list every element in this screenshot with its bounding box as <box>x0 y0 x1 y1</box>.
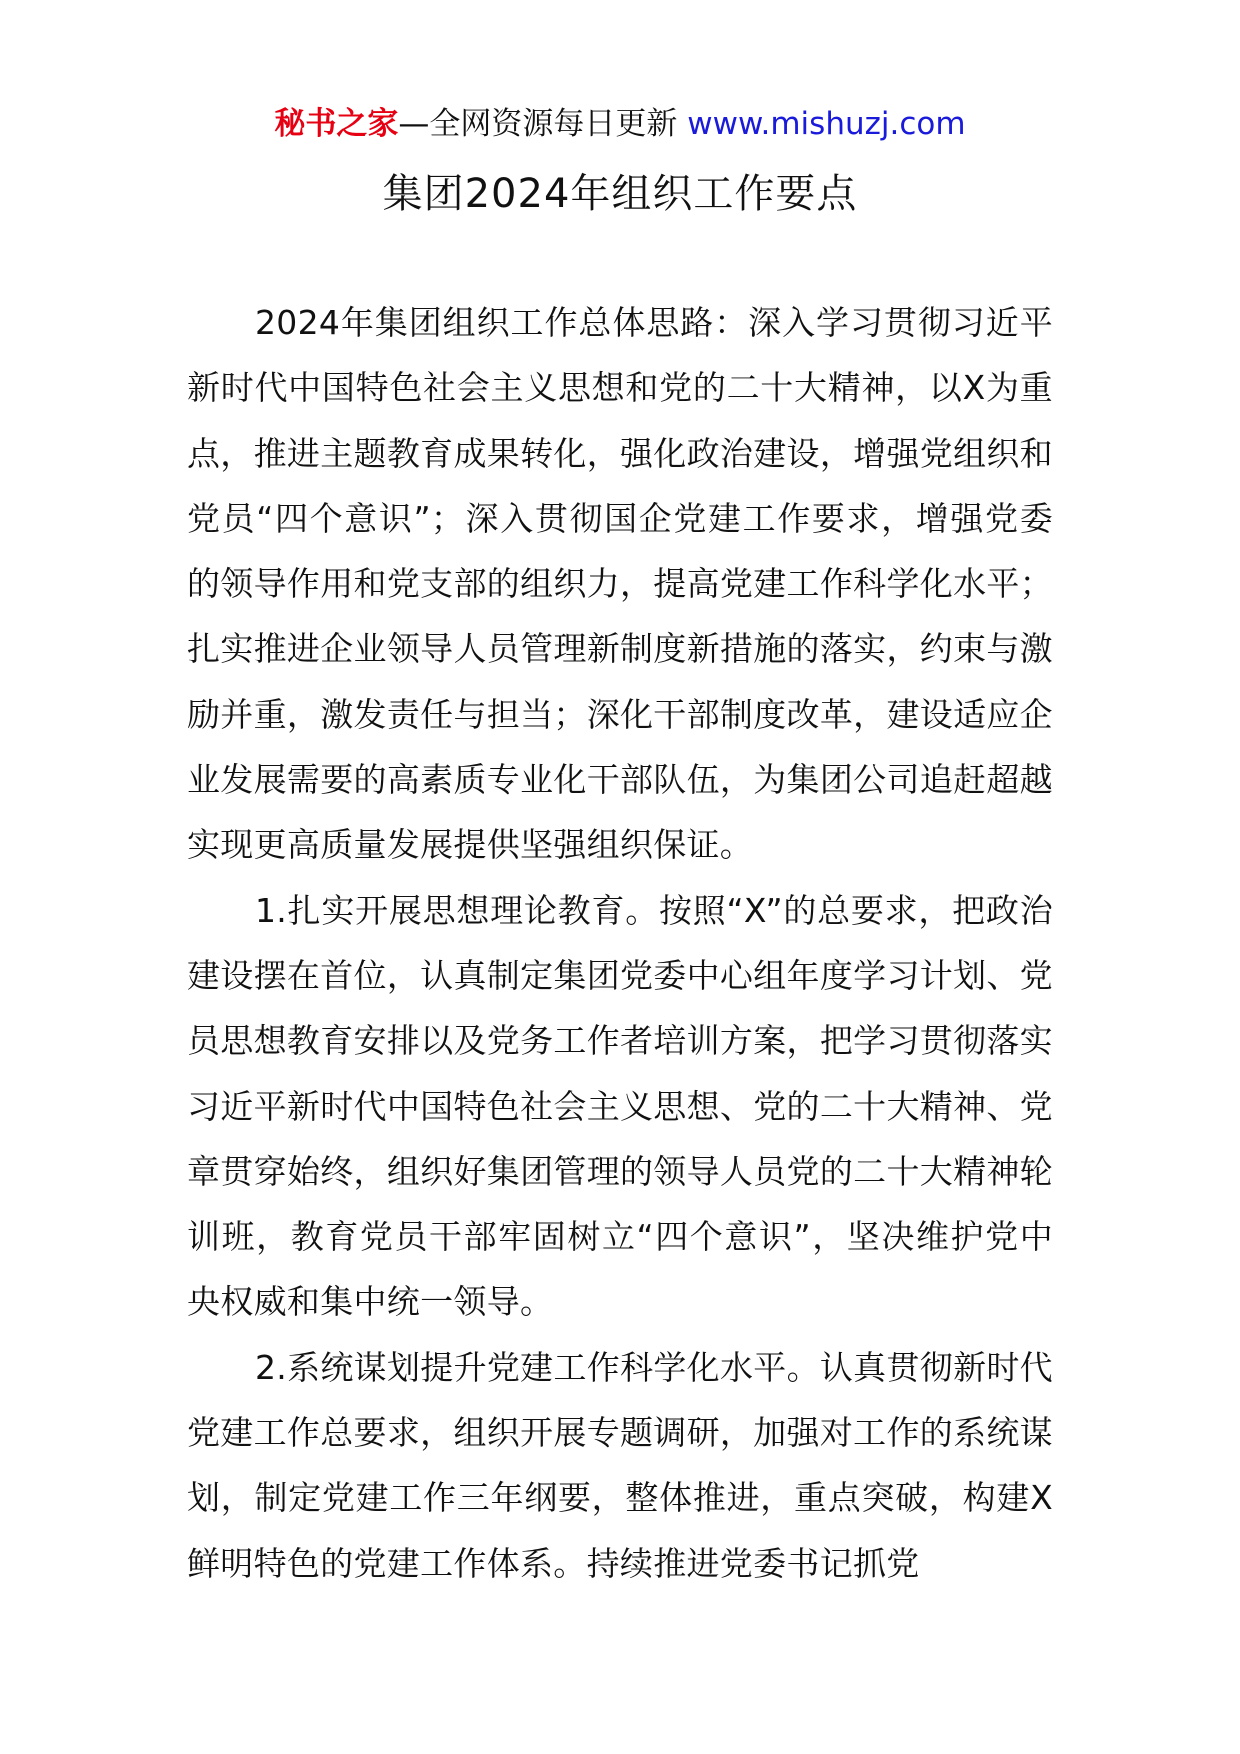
paragraph-item-2: 2.系统谋划提升党建工作科学化水平。认真贯彻新时代党建工作总要求，组织开展专题调研，加强对工作的系统谋划，制定党建工作三年纲要，整体推进，重点突破，构建X鲜明特色的党建工作体系。持续推进党委书记抓党 <box>187 1347 1053 1583</box>
site-url-link[interactable]: www.mishuzj.com <box>687 106 966 142</box>
site-header <box>0 100 1240 148</box>
document-body <box>187 290 1053 1596</box>
paragraph-overview: 2024年集团组织工作总体思路：深入学习贯彻习近平新时代中国特色社会主义思想和党的二十大精神，以X为重点，推进主题教育成果转化，强化政治建设，增强党组织和党员“四个意识”；深入贯彻国企党建工作要求，增强党委的领导作用和党支部的组织力，提高党建工作科学化水平；扎实推进企业领导人员管理新制度新措施的落实，约束与激励并重，激发责任与担当；深化干部制度改革，建设适应企业发展需要的高素质专业化干部队伍，为集团公司追赶超越实现更高质量发展提供坚强组织保证。 <box>187 303 1053 865</box>
site-brand: 秘书之家 <box>274 106 399 142</box>
paragraph-item-1: 1.扎实开展思想理论教育。按照“X”的总要求，把政治建设摆在首位，认真制定集团党委中心组年度学习计划、党员思想教育安排以及党务工作者培训方案，把学习贯彻落实习近平新时代中国特色社会主义思想、党的二十大精神、党章贯穿始终，组织好集团管理的领导人员党的二十大精神轮训班，教育党员干部牢固树立“四个意识”，坚决维护党中央权威和集中统一领导。 <box>187 890 1053 1322</box>
document-title: 集团2024年组织工作要点 <box>382 171 858 217</box>
site-slogan: —全网资源每日更新 <box>398 106 678 142</box>
